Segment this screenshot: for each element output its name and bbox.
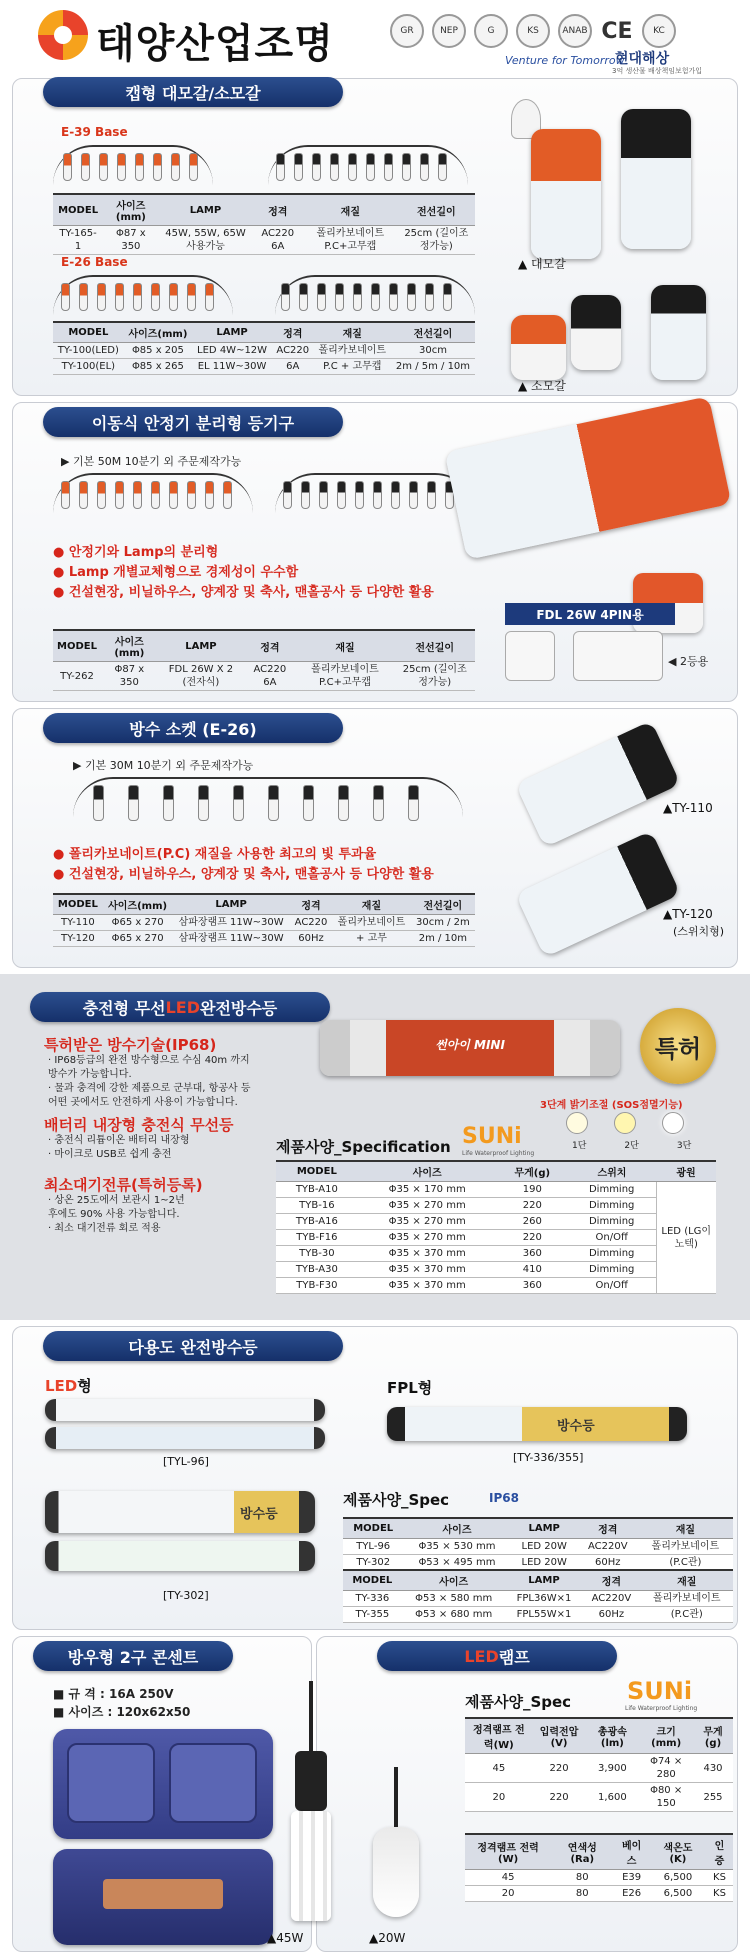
- table-cell: Φ35 × 270 mm: [358, 1198, 497, 1214]
- company-logo: [38, 10, 88, 60]
- table-cell: 6,500: [650, 1886, 706, 1902]
- cert-badge: KS: [516, 14, 550, 48]
- table-cell: TY-120: [53, 931, 103, 947]
- table-cell: KS: [706, 1870, 733, 1886]
- table-cell: FDL 26W X 2 (전자식): [158, 662, 245, 691]
- table-header-cell: LAMP: [172, 894, 289, 915]
- table-cell: TYB-F16: [276, 1230, 358, 1246]
- table-cell: 430: [693, 1754, 733, 1783]
- table-header-cell: 전선길이: [394, 630, 475, 662]
- table-header-cell: 사이즈(mm): [103, 194, 158, 226]
- section-cap-type: [12, 78, 738, 396]
- table-cell: Φ85 x 205: [124, 343, 192, 359]
- table-cell: 폴리카보네이트: [332, 915, 411, 931]
- table-cell: Dimming: [568, 1262, 656, 1278]
- table-cell: 220: [533, 1754, 586, 1783]
- table-cell: TYB-A30: [276, 1262, 358, 1278]
- led-lamp-20w-photo: [367, 1767, 427, 1927]
- table-cell: Φ35 × 530 mm: [403, 1539, 510, 1555]
- led-tube-photo: [45, 1399, 325, 1421]
- table-cell: AC220: [272, 343, 314, 359]
- section-title: 충전형 무선 LED 완전방수등: [30, 992, 330, 1022]
- caption-45w: ▲45W: [267, 1931, 304, 1945]
- suni-logo: SUNi: [462, 1124, 522, 1149]
- table-cell: 360: [497, 1246, 568, 1262]
- led-tube-photo: [45, 1427, 325, 1449]
- table-cell: TY-100(LED): [53, 343, 124, 359]
- section-led-lamp: [267, 1636, 738, 1952]
- fpl-tube-photo: [387, 1407, 687, 1441]
- table-header-cell: 베이스: [613, 1834, 649, 1870]
- table-cell: 1,600: [585, 1783, 639, 1812]
- table-cell: On/Off: [568, 1278, 656, 1294]
- table-cell: AC220 6A: [252, 226, 303, 255]
- dim-step-icon: [662, 1112, 684, 1134]
- table-cell: AC220: [290, 915, 332, 931]
- table-cell: LED (LG이노텍): [656, 1182, 716, 1294]
- table-cell: 30cm: [391, 343, 475, 359]
- table-cell: On/Off: [568, 1230, 656, 1246]
- table-header-cell: 사이즈(mm): [124, 322, 192, 343]
- cert-badge: KC: [642, 14, 676, 48]
- table-header-cell: 전선길이: [398, 194, 475, 226]
- spec-heading: 제품사양_Spec: [465, 1693, 572, 1711]
- fpl-type-label: FPL형: [387, 1379, 433, 1397]
- table-header-cell: 정격: [578, 1518, 638, 1539]
- section-title: 이동식 안정기 분리형 등기구: [43, 407, 343, 437]
- table-cell: 30cm / 2m: [411, 915, 475, 931]
- table-cell: Φ35 × 170 mm: [358, 1182, 497, 1198]
- table-cell: 폴리카보네이트 P.C+고무캡: [296, 662, 395, 691]
- outlet-rating: ■ 규 격 : 16A 250V: [53, 1687, 174, 1701]
- product-name-label: 썬아이 MINI: [435, 1038, 505, 1052]
- feature-item: ● 건설현장, 비닐하우스, 양계장 및 축사, 맨홀공사 등 다양한 활용: [53, 583, 493, 603]
- table-cell: FPL36W×1: [506, 1591, 583, 1607]
- spec-table-ballast: [53, 629, 475, 691]
- table-cell: 220: [497, 1198, 568, 1214]
- feature-item: ● Lamp 개별교체형으로 경제성이 우수함: [53, 563, 493, 583]
- table-cell: Φ35 × 270 mm: [358, 1230, 497, 1246]
- table-header-cell: MODEL: [53, 894, 103, 915]
- table-header-cell: 재질: [641, 1570, 734, 1591]
- table-cell: (P.C관): [638, 1555, 733, 1571]
- feature-item: ● 폴리카보네이트(P.C) 재질을 사용한 최고의 빛 투과율: [53, 845, 493, 865]
- table-header-cell: 재질: [303, 194, 398, 226]
- ballast-lamp-photo: [445, 396, 732, 560]
- section-waterproof-socket: [12, 708, 738, 968]
- spec-heading: 제품사양_Specification: [276, 1138, 451, 1156]
- table-header-cell: LAMP: [158, 630, 245, 662]
- table-cell: TY-302: [343, 1555, 403, 1571]
- table-header-cell: 사이즈: [402, 1570, 506, 1591]
- table-cell: AC220V: [582, 1591, 640, 1607]
- caption-ty110: ▲TY-110: [663, 801, 713, 815]
- outlet-lid: [67, 1743, 155, 1823]
- table-cell: TYB-16: [276, 1198, 358, 1214]
- table-cell: 45: [465, 1754, 533, 1783]
- outlet-base-photo: [53, 1849, 273, 1945]
- table-header-cell: 정격: [582, 1570, 640, 1591]
- table-cell: E39: [613, 1870, 649, 1886]
- caption-ty302: [TY-302]: [163, 1589, 209, 1602]
- table-header-cell: MODEL: [343, 1570, 402, 1591]
- rechargeable-light-photo: [320, 1020, 620, 1076]
- table-header-cell: 색온도 (K): [650, 1834, 706, 1870]
- section-title: 캡형 대모갈/소모갈: [43, 77, 343, 107]
- table-header-cell: 재질: [638, 1518, 733, 1539]
- section-portable-ballast: [12, 402, 738, 702]
- section-outlet: [12, 1636, 312, 1952]
- ty302-tube-photo: [45, 1491, 315, 1533]
- spec-table-led-lamp-a: [465, 1717, 733, 1812]
- table-cell: P.C + 고무캡: [314, 359, 391, 375]
- dimming-steps: [566, 1112, 684, 1134]
- ip68-mark: IP68: [489, 1491, 519, 1505]
- tube-label: 방수등: [557, 1419, 595, 1434]
- fdl-spec-label: FDL 26W 4PIN용: [505, 603, 675, 625]
- table-cell: TY-355: [343, 1607, 402, 1623]
- table-cell: Dimming: [568, 1182, 656, 1198]
- table-cell: 삼파장램프 11W~30W: [172, 931, 289, 947]
- table-header-cell: 정격: [244, 630, 295, 662]
- lamp-black-photo: [621, 109, 691, 249]
- table-cell: 폴리카보네이트: [314, 343, 391, 359]
- ce-mark: CE: [601, 18, 633, 44]
- table-header-cell: 무게 (g): [693, 1718, 733, 1754]
- table-cell: 2m / 10m: [411, 931, 475, 947]
- table-header-cell: 재질: [296, 630, 395, 662]
- cert-badge: ANAB: [558, 14, 592, 48]
- table-cell: 45: [465, 1870, 551, 1886]
- suni-tagline: Life Waterproof Lighting: [625, 1705, 698, 1712]
- lamp-cfl-photo: [651, 285, 706, 380]
- table-cell: Φ74 × 280: [639, 1754, 693, 1783]
- table-cell: 190: [497, 1182, 568, 1198]
- caption-ty336: [TY-336/355]: [513, 1451, 584, 1464]
- table-cell: Φ53 × 580 mm: [402, 1591, 506, 1607]
- string-light-black: [268, 145, 468, 185]
- dimming-step-labels: 1단 2단 3단: [572, 1141, 692, 1151]
- table-header-cell: MODEL: [53, 194, 103, 226]
- table-cell: AC220V: [578, 1539, 638, 1555]
- led-lamp-45w-photo: [277, 1681, 357, 1931]
- table-cell: 25cm (길이조정가능): [394, 662, 475, 691]
- lamp-orange-small-photo: [511, 315, 566, 380]
- table-cell: 260: [497, 1214, 568, 1230]
- table-header-cell: 사이즈: [403, 1518, 510, 1539]
- insurance-caption: 3억 생산물 배상책임보험가입: [612, 67, 703, 75]
- table-cell: TYB-A10: [276, 1182, 358, 1198]
- table-cell: TY-100(EL): [53, 359, 124, 375]
- socket-lamp-ty120-photo: [515, 831, 681, 958]
- table-header-cell: 무게(g): [497, 1161, 568, 1182]
- outlet-cover-photo: [53, 1729, 273, 1839]
- table-cell: Φ53 × 680 mm: [402, 1607, 506, 1623]
- table-cell: 폴리카보네이트 P.C+고무캡: [303, 226, 398, 255]
- table-cell: 폴리카보네이트: [641, 1591, 734, 1607]
- table-cell: TY-262: [53, 662, 101, 691]
- table-header-cell: 총광속 (lm): [585, 1718, 639, 1754]
- custom-order-note: ▶ 기본 30M 10분기 외 주문제작가능: [73, 759, 254, 772]
- table-header-cell: LAMP: [192, 322, 272, 343]
- string-light-orange-small: [53, 275, 233, 315]
- table-cell: AC220 6A: [244, 662, 295, 691]
- table-cell: 폴리카보네이트: [638, 1539, 733, 1555]
- string-light-ballast-orange: [53, 473, 253, 515]
- table-header-cell: 크기 (mm): [639, 1718, 693, 1754]
- table-cell: 410: [497, 1262, 568, 1278]
- table-cell: Φ35 × 370 mm: [358, 1262, 497, 1278]
- base-label-e26: E-26 Base: [61, 255, 128, 269]
- socket-lamp-ty110-photo: [515, 721, 681, 848]
- table-cell: TY-165-1: [53, 226, 103, 255]
- table-cell: 20: [465, 1886, 551, 1902]
- table-cell: 6A: [272, 359, 314, 375]
- certification-badges: [390, 14, 676, 48]
- table-cell: KS: [706, 1886, 733, 1902]
- spec-table-socket: [53, 893, 475, 947]
- custom-order-note: ▶ 기본 50M 10분기 외 주문제작가능: [61, 455, 242, 468]
- spec-table-e26: [53, 321, 475, 375]
- table-cell: TY-336: [343, 1591, 402, 1607]
- table-header-cell: LAMP: [506, 1570, 583, 1591]
- table-cell: TYB-30: [276, 1246, 358, 1262]
- section-rechargeable-led: [0, 974, 750, 1320]
- table-cell: FPL55W×1: [506, 1607, 583, 1623]
- spec-table-rechargeable: [276, 1160, 716, 1294]
- caption-large: ▲ 대모갈: [518, 257, 566, 271]
- fdl-count-note: ◀ 2등용: [668, 655, 709, 668]
- table-cell: 2m / 5m / 10m: [391, 359, 475, 375]
- table-header-cell: 정격램프 전력(W): [465, 1834, 551, 1870]
- table-cell: Φ35 × 370 mm: [358, 1246, 497, 1262]
- table-cell: 220: [533, 1783, 586, 1812]
- feature-item: ● 건설현장, 비닐하우스, 양계장 및 축사, 맨홀공사 등 다양한 활용: [53, 865, 493, 885]
- spec-table-led-lamp-b: [465, 1833, 733, 1902]
- section-title: 다용도 완전방수등: [43, 1331, 343, 1361]
- table-cell: Φ87 x 350: [101, 662, 158, 691]
- suni-tagline: Life Waterproof Lighting: [462, 1150, 535, 1157]
- table-header-cell: 정격램프 전력(W): [465, 1718, 533, 1754]
- table-cell: 80: [551, 1870, 613, 1886]
- feature-heading-battery: 배터리 내장형 충전식 무선등: [44, 1116, 234, 1134]
- string-light-ballast-black: [275, 473, 475, 515]
- table-header-cell: 사이즈(mm): [101, 630, 158, 662]
- outlet-terminal: [103, 1879, 223, 1909]
- feature-heading-standby: 최소대기전류(특허등록): [44, 1176, 203, 1194]
- cert-badge: NEP: [432, 14, 466, 48]
- table-cell: Φ65 x 270: [103, 915, 173, 931]
- string-light-orange: [53, 145, 213, 185]
- table-header-cell: 정격: [290, 894, 332, 915]
- outlet-size: ■ 사이즈 : 120x62x50: [53, 1705, 191, 1719]
- section-title: LED 램프: [377, 1641, 617, 1671]
- table-cell: TYB-F30: [276, 1278, 358, 1294]
- table-cell: 60Hz: [582, 1607, 640, 1623]
- caption-ty120-sub: (스위치형): [673, 925, 725, 938]
- section-title: 방수 소켓 (E-26): [43, 713, 343, 743]
- feature-list: [53, 845, 493, 885]
- caption-small: ▲ 소모갈: [518, 379, 566, 393]
- table-cell: Φ53 × 495 mm: [403, 1555, 510, 1571]
- table-cell: Φ87 x 350: [103, 226, 158, 255]
- string-light-black-small: [275, 275, 475, 315]
- cert-badge: GR: [390, 14, 424, 48]
- feature-body-ip68: · IP68등급의 완전 방수형으로 수심 40m 까지 방수가 가능합니다. · 물과 충격에 강한 제품으로 군부대, 항공사 등 어떤 곳에서도 안전하게 사용이 가능합니다.: [48, 1055, 251, 1108]
- table-cell: (P.C관): [641, 1607, 734, 1623]
- feature-heading-ip68: 특허받은 방수기술(IP68): [44, 1036, 217, 1054]
- lamp-orange-photo: [531, 129, 601, 259]
- caption-ty120: ▲TY-120: [663, 907, 713, 921]
- table-cell: Φ35 × 370 mm: [358, 1278, 497, 1294]
- dim-step-icon: [614, 1112, 636, 1134]
- feature-body-battery: · 충전식 리튬이온 배터리 내장형 · 마이크로 USB로 쉽게 충전: [48, 1135, 190, 1160]
- company-name: 태양산업조명: [96, 21, 334, 67]
- fdl-socket-pair-photo: [573, 631, 663, 681]
- table-header-cell: MODEL: [53, 322, 124, 343]
- lamp-black-small-photo: [571, 295, 621, 370]
- table-cell: Φ65 x 270: [103, 931, 173, 947]
- patent-badge: 특허: [640, 1008, 716, 1084]
- feature-body-standby: · 상온 25도에서 보관시 1~2년 후에도 90% 사용 가능합니다. · 최소 대기전류 회로 적용: [48, 1195, 185, 1234]
- table-cell: 25cm (길이조정가능): [398, 226, 475, 255]
- section-multipurpose: [12, 1326, 738, 1630]
- table-header-cell: 정격: [272, 322, 314, 343]
- table-header-cell: MODEL: [343, 1518, 403, 1539]
- dim-step-icon: [566, 1112, 588, 1134]
- table-header-cell: 전선길이: [391, 322, 475, 343]
- table-cell: 220: [497, 1230, 568, 1246]
- table-cell: 360: [497, 1278, 568, 1294]
- table-cell: 80: [551, 1886, 613, 1902]
- table-cell: Dimming: [568, 1214, 656, 1230]
- table-cell: TY-110: [53, 915, 103, 931]
- table-header-cell: 광원: [656, 1161, 716, 1182]
- table-header-cell: 정격: [252, 194, 303, 226]
- table-header-cell: 인증: [706, 1834, 733, 1870]
- string-light-socket: [73, 777, 463, 827]
- spec-heading: 제품사양_Spec: [343, 1491, 450, 1509]
- feature-item: ● 안정기와 Lamp의 분리형: [53, 543, 493, 563]
- table-cell: Dimming: [568, 1246, 656, 1262]
- table-cell: + 고무: [332, 931, 411, 947]
- cert-badge: G: [474, 14, 508, 48]
- photo-small-cap: [501, 275, 726, 385]
- table-cell: LED 20W: [511, 1555, 578, 1571]
- table-header-cell: 재질: [314, 322, 391, 343]
- table-header-cell: 연색성 (Ra): [551, 1834, 613, 1870]
- section-title: 방우형 2구 콘센트: [33, 1641, 233, 1671]
- ty302-tube-photo-2: [45, 1541, 315, 1571]
- table-cell: 20: [465, 1783, 533, 1812]
- table-cell: 45W, 55W, 65W 사용가능: [159, 226, 253, 255]
- suni-logo: SUNi: [627, 1677, 693, 1705]
- table-cell: 60Hz: [290, 931, 332, 947]
- table-header-cell: LAMP: [159, 194, 253, 226]
- base-label-e39: E-39 Base: [61, 125, 128, 139]
- table-header-cell: 입력전압 (V): [533, 1718, 586, 1754]
- table-header-cell: 전선길이: [411, 894, 475, 915]
- table-header-cell: MODEL: [276, 1161, 358, 1182]
- table-header-cell: 재질: [332, 894, 411, 915]
- table-cell: 삼파장램프 11W~30W: [172, 915, 289, 931]
- table-cell: 3,900: [585, 1754, 639, 1783]
- tube-label: 방수등: [240, 1507, 278, 1522]
- table-cell: Φ35 × 270 mm: [358, 1214, 497, 1230]
- feature-list: [53, 543, 493, 603]
- table-cell: E26: [613, 1886, 649, 1902]
- spec-table-led-tube: [343, 1517, 733, 1571]
- table-cell: LED 20W: [511, 1539, 578, 1555]
- table-cell: LED 4W~12W: [192, 343, 272, 359]
- table-cell: Φ80 × 150: [639, 1783, 693, 1812]
- led-type-label: LED형: [45, 1377, 92, 1395]
- table-cell: TYB-A16: [276, 1214, 358, 1230]
- caption-tyl96: [TYL-96]: [163, 1455, 209, 1468]
- table-cell: TYL-96: [343, 1539, 403, 1555]
- fdl-socket-photo: [505, 631, 555, 681]
- table-cell: EL 11W~30W: [192, 359, 272, 375]
- dimming-caption: 3단계 밝기조절 (SOS점멸기능): [540, 1100, 683, 1111]
- spec-table-e39: [53, 193, 475, 255]
- table-cell: 255: [693, 1783, 733, 1812]
- table-header-cell: MODEL: [53, 630, 101, 662]
- venture-logo: Venture for Tomorrow: [505, 54, 625, 67]
- caption-20w: ▲20W: [369, 1931, 406, 1945]
- spec-table-fpl-tube: [343, 1569, 733, 1623]
- table-header-cell: LAMP: [511, 1518, 578, 1539]
- table-header-cell: 사이즈: [358, 1161, 497, 1182]
- table-cell: Dimming: [568, 1198, 656, 1214]
- table-cell: 6,500: [650, 1870, 706, 1886]
- table-header-cell: 사이즈(mm): [103, 894, 173, 915]
- table-cell: 60Hz: [578, 1555, 638, 1571]
- page-header: [0, 0, 750, 76]
- table-cell: Φ85 x 265: [124, 359, 192, 375]
- insurance-logo: 현대해상: [615, 51, 670, 67]
- outlet-lid: [169, 1743, 257, 1823]
- table-header-cell: 스위치: [568, 1161, 656, 1182]
